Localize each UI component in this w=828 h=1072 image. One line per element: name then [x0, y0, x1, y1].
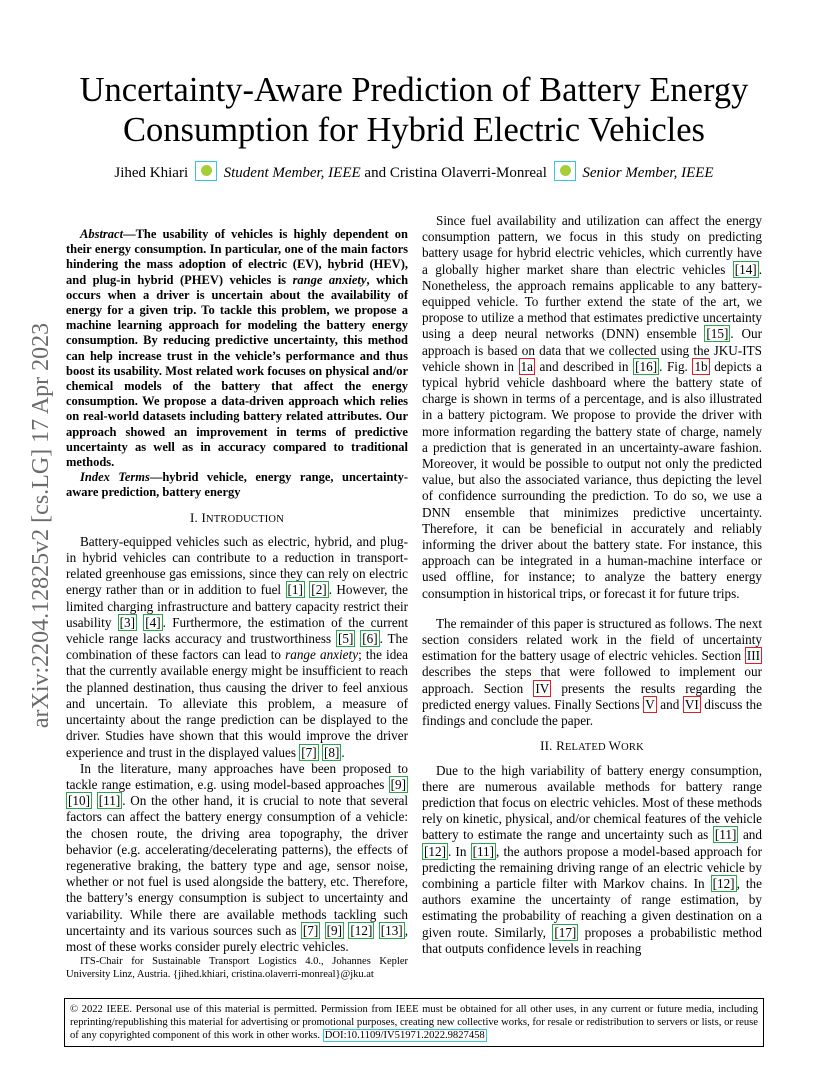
arxiv-identifier — [22, 290, 62, 760]
citation-link[interactable]: [14] — [734, 261, 757, 277]
section-heading-related-work: II. RELATED WORK — [540, 738, 644, 754]
citation-link[interactable]: [4] — [145, 614, 161, 630]
body-paragraph: The remainder of this paper is structured as follows. The next section considers related work in the field of uncertainty estimation for the battery usage of electric vehicles. Section III describes the steps that were followed to implement our approach. Section IV presents the results regarding the predicted energy values. Finally Sections V and VI discuss the findings and conclude the paper. — [422, 615, 762, 729]
citation-link[interactable]: [9] — [390, 776, 406, 792]
citation-link[interactable]: [6] — [362, 631, 378, 647]
intro-paragraph: Battery-equipped vehicles such as electric, hybrid, and plug-in hybrid vehicles can contribute to a reduction in transport-related greenhouse gas emissions, since they can rely on electric energy rather than or in addition to fuel [1] [2] . However, the limited charging infrastructure and battery capacity restrict their usability [3] [4] . Furthermore, the estimation of the current vehicle range lacks accuracy and trustworthiness [5] [6] . The combination of these factors can lead to range anxiety; the idea that the currently available energy might be insufficient to reach the planned destination, thus causing the driver to feel anxious and uncertain. To alleviate this problem, a measure of uncertainty about the range prediction can be displayed to the driver. Studies have shown that this would improve the driver experience and trust in the displayed values [7] [8] . — [66, 533, 409, 760]
section-heading-introduction: I. INTRODUCTION — [190, 509, 284, 525]
orcid-icon[interactable] — [554, 161, 576, 181]
author-role: Student Member, IEEE — [223, 165, 361, 181]
author-line: Jihed Khiari Student Member, IEEE and Cristina Olaverri-Monreal Senior Member, IEEE — [40, 161, 788, 183]
citation-link[interactable]: [11] — [98, 793, 121, 809]
author-role: Senior Member, IEEE — [582, 165, 714, 181]
citation-link[interactable]: [8] — [323, 744, 340, 760]
section-reference-link[interactable]: V — [645, 696, 655, 712]
citation-link[interactable]: [11] — [472, 843, 495, 859]
right-column — [422, 213, 762, 957]
body-paragraph: Since fuel availability and utilization can affect the energy consumption pattern, we focus in this study on predicting battery usage for hybrid electric vehicles, which currently have a globally higher market share than electric vehicles [14] . Nonetheless, the approach remains applicable to any battery-equipped vehicle. To further extend the state of the art, we propose to utilize a method that estimates predictive uncertainty using a deep neural networks (DNN) ensemble [15] . Our approach is based on data that we collected using the JKU-ITS vehicle shown in 1a and described in [16] . Fig. 1b depicts a typical hybrid vehicle dashboard where the battery state of charge is shown in terms of a percentage, and is also illustrated in a battery pictogram. We propose to provide the driver with more information regarding the battery state of charge, namely a prediction that is generated in an uncertainty-aware fashion. Moreover, it would be possible to output not only the predicted value, but also the associated variance, thus depicting the level of confidence surrounding the prediction. To do so, we use a DNN ensemble that minimizes predictive uncertainty. Therefore, it can be beneficial in accurately and reliably informing the driver about the battery state. For instance, this approach can be integrated in a human-machine interface or used offline, for instance; to analyze the battery energy consumption in historical trips, or forecast it for future trips. — [422, 213, 762, 601]
citation-link[interactable]: [1] — [287, 582, 303, 598]
left-column — [66, 227, 408, 981]
citation-link[interactable]: [7] — [301, 744, 317, 760]
section-reference-link[interactable]: IV — [535, 680, 550, 696]
citation-link[interactable]: [15] — [706, 326, 729, 342]
figure-reference-link[interactable]: 1b — [694, 358, 708, 374]
section-reference-link[interactable]: VI — [684, 696, 699, 712]
author-name: Cristina Olaverri-Monreal — [389, 165, 547, 181]
citation-link[interactable]: [2] — [311, 582, 327, 598]
citation-link[interactable]: [12] — [424, 843, 446, 859]
citation-link[interactable]: [5] — [337, 631, 354, 647]
citation-link[interactable]: [13] — [380, 922, 403, 938]
citation-link[interactable]: [17] — [554, 924, 577, 940]
citation-link[interactable]: [10] — [68, 793, 90, 809]
doi-link[interactable]: DOI:10.1109/IV51971.2022.9827458 — [324, 1030, 485, 1041]
affiliation-footnote: ITS-Chair for Sustainable Transport Logistics 4.0., Johannes Kepler University Linz, Austria. {jihed.khiari, cristina.olaverri-monreal}@jku.at — [66, 956, 408, 981]
author-name: Jihed Khiari — [114, 165, 189, 181]
orcid-icon[interactable] — [195, 161, 217, 181]
copyright-notice: © 2022 IEEE. Personal use of this material is permitted. Permission from IEEE must be obtained for all other uses, in any current or future media, including reprinting/republishing this material for advertising or promotional purposes, creating new collective works, for resale or redistribution to servers or lists, or reuse of any copyrighted component of this work in other works. DOI:10.1109/IV51971.2022.9827458 — [64, 998, 764, 1047]
paper-title: Uncertainty-Aware Prediction of Battery Energy Consumption for Hybrid Electric Vehicles — [79, 71, 749, 149]
body-paragraph: Due to the high variability of battery energy consumption, there are numerous available methods for battery range prediction that focus on electric vehicles. Most of these methods rely on kinetic, physical, and/or chemical features of the vehicle battery to estimate the range and uncertainty such as [11] and [12] . In [11] , the authors propose a model-based approach for predicting the remaining driving range of an electric vehicle by combining a particle filter with Markov chains. In [12] , the authors examine the uncertainty of range estimation, by estimating the probability of reaching a given destination on a given route. Similarly, [17] proposes a probabilistic method that outputs confidence levels in reaching — [422, 762, 763, 956]
section-reference-link[interactable]: III — [746, 648, 760, 664]
intro-paragraph: In the literature, many approaches have been proposed to tackle range estimation, e.g. using model-based approaches [9] [10] [11] . On the other hand, it is crucial to note that several factors can affect the battery energy consumption of a vehicle: the chosen route, the driving area topography, the driver behavior (e.g. accelerating/decelerating patterns), the effects of regenerative braking, the battery type and age, sensor noise, whether or not fuel is used alongside the battery, etc. Therefore, the battery’s energy consumption is subject to uncertainty and variability. While there are available methods tackling such uncertainty and its various sources such as [7] [9] [12] [13] , most of these works consider purely electric vehicles. — [66, 760, 408, 954]
citation-link[interactable]: [16] — [635, 358, 658, 374]
citation-link[interactable]: [12] — [712, 875, 735, 891]
citation-link[interactable]: [3] — [119, 614, 136, 630]
arxiv-id-text: arXiv:2204.12825v2 [cs.LG] 17 Apr 2023 — [28, 322, 55, 728]
citation-link[interactable]: [7] — [302, 922, 319, 938]
citation-link[interactable]: [11] — [714, 827, 737, 843]
abstract: Abstract—The usability of vehicles is highly dependent on their energy consumption. In particular, one of the main factors hindering the mass adoption of electric (EV), hybrid (HEV), and plug-in hybrid (PHEV) vehicles is range anxiety, which occurs when a driver is uncertain about the availability of energy for a given trip. To tackle this problem, we propose a machine learning approach for modeling the battery energy consumption. By reducing predictive uncertainty, this method can help increase trust in the vehicle’s performance and thus boost its usability. Most related work focuses on physical and/or chemical models of the battery that affect the energy consumption. We propose a data-driven approach which relies on real-world datasets including battery related attributes. Our approach showed an improvement in terms of predictive uncertainty as well as in accuracy compared to traditional methods. — [66, 227, 409, 470]
citation-link[interactable]: [9] — [326, 922, 343, 938]
figure-reference-link[interactable]: 1a — [520, 358, 533, 374]
index-terms: Index Terms—hybrid vehicle, energy range, uncertainty-aware prediction, battery energy — [66, 470, 408, 500]
citation-link[interactable]: [12] — [350, 922, 373, 938]
